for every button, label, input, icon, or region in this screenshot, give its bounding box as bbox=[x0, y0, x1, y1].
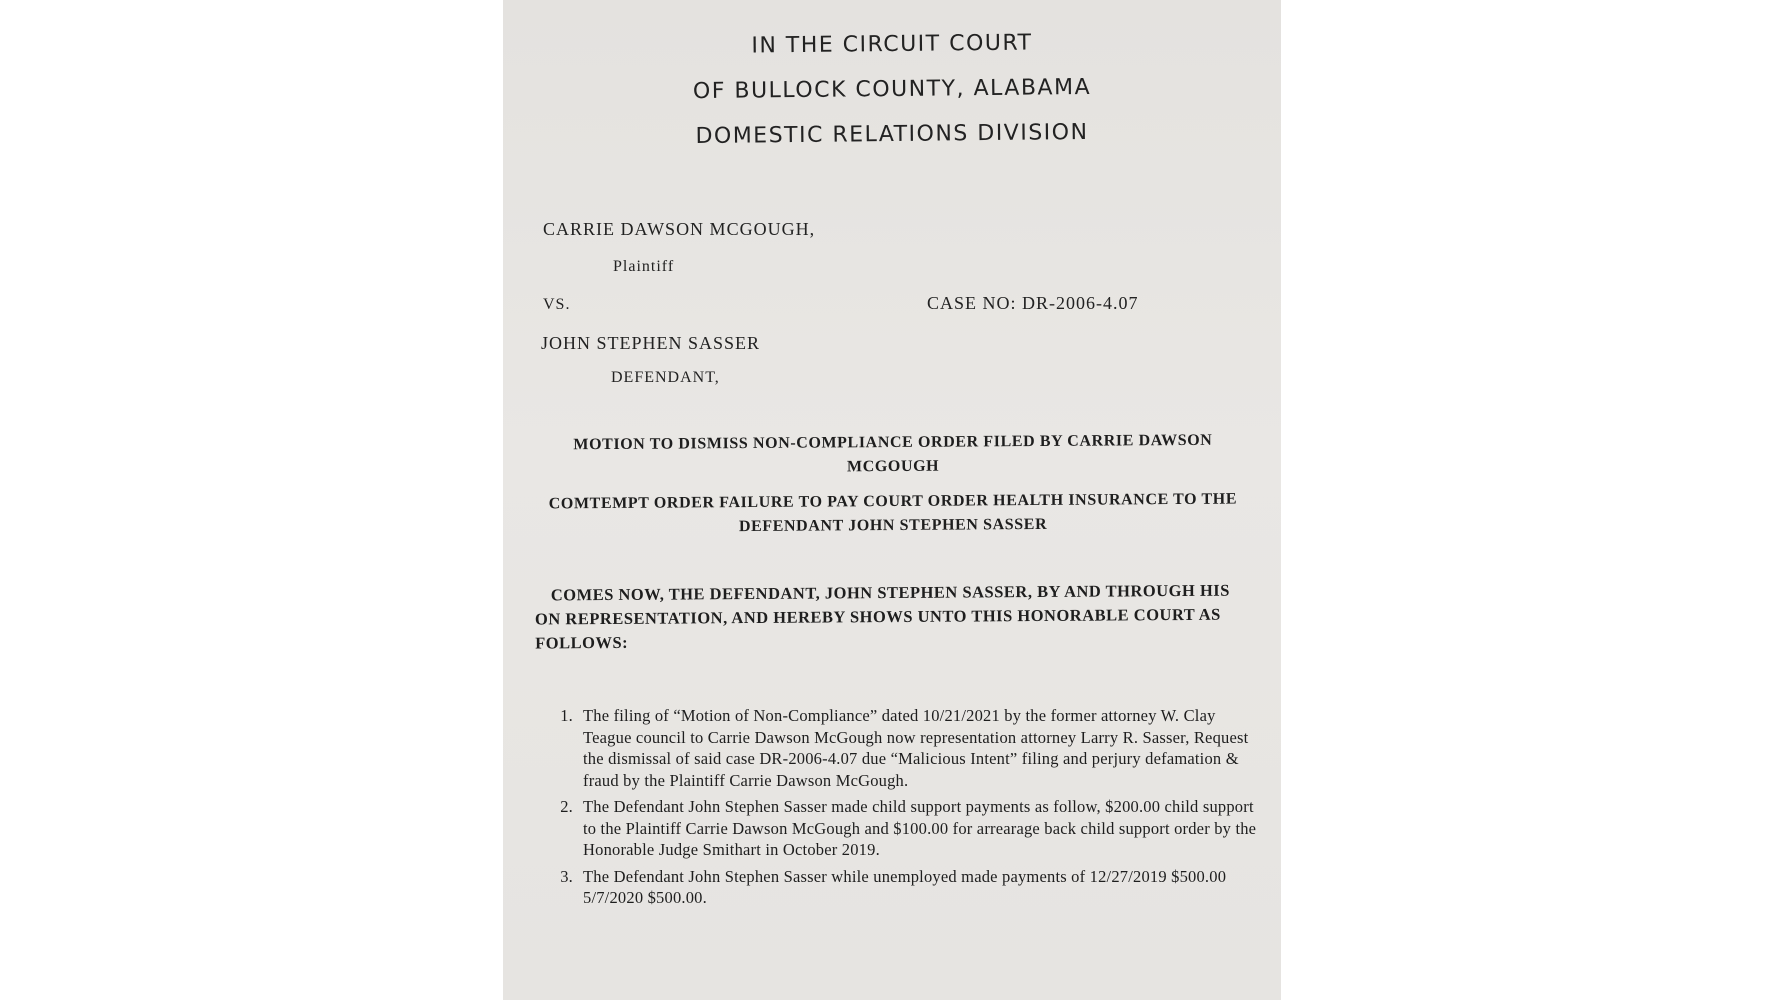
court-line-3: DOMESTIC RELATIONS DIVISION bbox=[695, 119, 1089, 150]
versus-label: VS. bbox=[543, 296, 571, 313]
court-line-1: IN THE CIRCUIT COURT bbox=[751, 30, 1033, 59]
defendant-role: DEFENDANT, bbox=[611, 369, 720, 386]
contempt-heading: COMTEMPT ORDER FAILURE TO PAY COURT ORDER HEALTH INSURANCE TO THE DEFENDANT JOHN STEPHEN SASSER bbox=[548, 490, 1238, 536]
list-item-text: The filing of “Motion of Non-Compliance” dated 10/21/2021 by the former attorney W. Clay Teague council to Carrie Dawson McGough now representation attorney Larry R. Sasser, Request the dismissal of said case DR-2006-4.07 due “Malicious Intent” filing and perjury defamation & fraud by the Plaintiff Carrie Dawson McGough. bbox=[583, 706, 1249, 790]
list-item bbox=[543, 705, 1263, 791]
list-item-text: The Defendant John Stephen Sasser while unemployed made payments of 12/27/2019 $500.00 5/7/2020 $500.00. bbox=[583, 866, 1227, 907]
list-item-text: The Defendant John Stephen Sasser made child support payments as follow, $200.00 child support to the Plaintiff Carrie Dawson McGough and $100.00 for arrearage back child support order by the Honorable Judge Smithart in October 2019. bbox=[583, 797, 1257, 859]
case-number: CASE NO: DR-2006-4.07 bbox=[927, 293, 1139, 313]
list-item bbox=[543, 796, 1263, 861]
intro-paragraph: COMES NOW, THE DEFENDANT, JOHN STEPHEN SASSER, BY AND THROUGH HIS ON REPRESENTATION, AND HEREBY SHOWS UNTO THIS HONORABLE COURT AS FOLLOWS: bbox=[534, 580, 1230, 653]
numbered-list bbox=[543, 705, 1263, 914]
defendant-name: JOHN STEPHEN SASSER bbox=[541, 333, 761, 353]
motion-heading: MOTION TO DISMISS NON-COMPLIANCE ORDER FILED BY CARRIE DAWSON MCGOUGH bbox=[573, 431, 1213, 476]
list-item-number: 3. bbox=[560, 866, 573, 886]
document-page bbox=[503, 0, 1281, 1000]
court-caption bbox=[503, 22, 1281, 157]
plaintiff-role: Plaintiff bbox=[613, 258, 675, 275]
list-item bbox=[543, 866, 1263, 909]
list-item-number: 2. bbox=[560, 797, 573, 816]
court-line-2: OF BULLOCK COUNTY, ALABAMA bbox=[692, 74, 1092, 105]
plaintiff-name: CARRIE DAWSON MCGOUGH, bbox=[543, 219, 816, 239]
list-item-number: 1. bbox=[560, 706, 573, 725]
